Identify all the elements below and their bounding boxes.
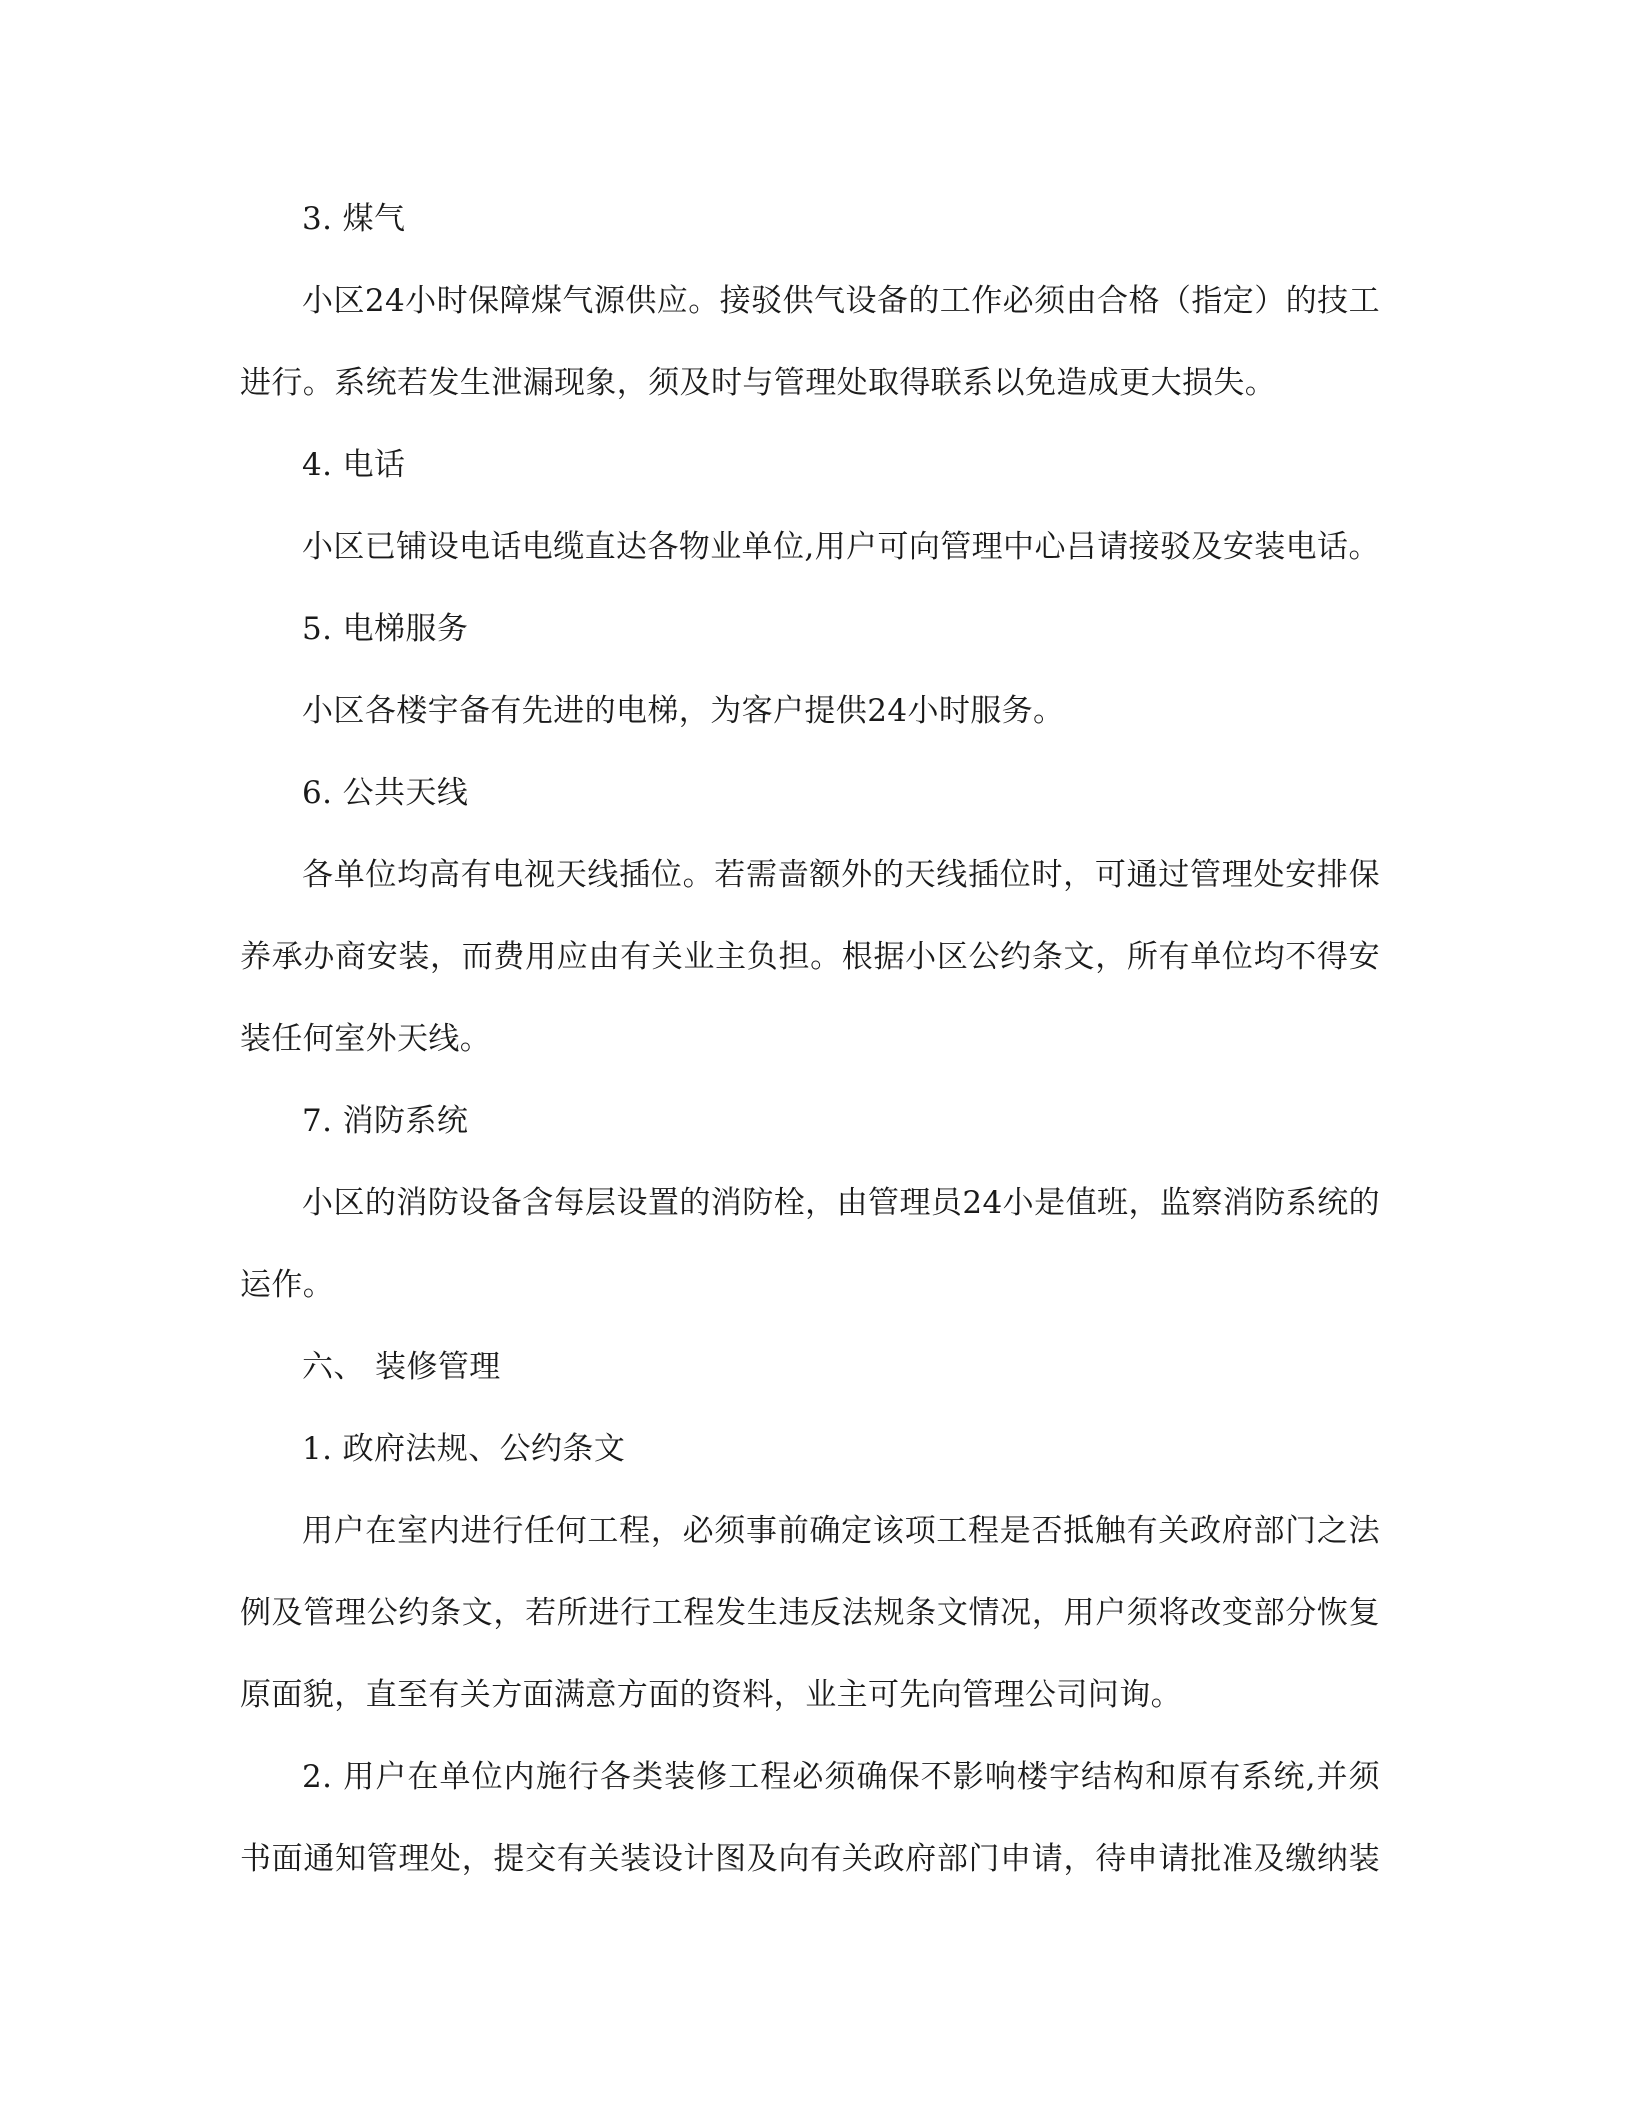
document-page	[240, 178, 1380, 1900]
paragraph-line: 进行。系统若发生泄漏现象，须及时与管理处取得联系以免造成更大损失。	[240, 365, 1277, 401]
paragraph-line: 小区的消防设备含每层设置的消防栓，由管理员24小是值班，监察消防系统的	[302, 1185, 1380, 1221]
paragraph-line: 各单位均高有电视天线插位。若需啬额外的天线插位时，可通过管理处安排保	[302, 857, 1380, 893]
paragraph-line: 养承办商安装，而费用应由有关业主负担。根据小区公约条文，所有单位均不得安	[240, 939, 1380, 975]
paragraph-line: 书面通知管理处，提交有关装设计图及向有关政府部门申请，待申请批准及缴纳装	[240, 1841, 1380, 1877]
paragraph-line: 小区已铺设电话电缆直达各物业单位,用户可向管理中心吕请接驳及安装电话。	[302, 529, 1380, 565]
chapter-heading-renovation: 六、 装修管理	[302, 1349, 501, 1385]
paragraph-line: 运作。	[240, 1267, 335, 1303]
section-heading-gas: 3. 煤气	[302, 201, 406, 237]
paragraph-line: 小区24小时保障煤气源供应。接驳供气设备的工作必须由合格（指定）的技工	[302, 283, 1380, 319]
section-heading-regulations: 1. 政府法规、公约条文	[302, 1431, 626, 1467]
section-heading-phone: 4. 电话	[302, 447, 406, 483]
section-heading-elevator: 5. 电梯服务	[302, 611, 469, 647]
section-heading-antenna: 6. 公共天线	[302, 775, 469, 811]
paragraph-line: 例及管理公约条文，若所进行工程发生违反法规条文情况，用户须将改变部分恢复	[240, 1595, 1380, 1631]
paragraph-line: 2. 用户在单位内施行各类装修工程必须确保不影响楼宇结构和原有系统,并须	[302, 1759, 1380, 1795]
section-heading-fire: 7. 消防系统	[302, 1103, 469, 1139]
paragraph-line: 用户在室内进行任何工程，必须事前确定该项工程是否抵触有关政府部门之法	[302, 1513, 1380, 1549]
paragraph-line: 小区各楼宇备有先进的电梯，为客户提供24小时服务。	[302, 693, 1065, 729]
paragraph-line: 原面貌，直至有关方面满意方面的资料，业主可先向管理公司问询。	[240, 1677, 1182, 1713]
paragraph-line: 装任何室外天线。	[240, 1021, 492, 1057]
